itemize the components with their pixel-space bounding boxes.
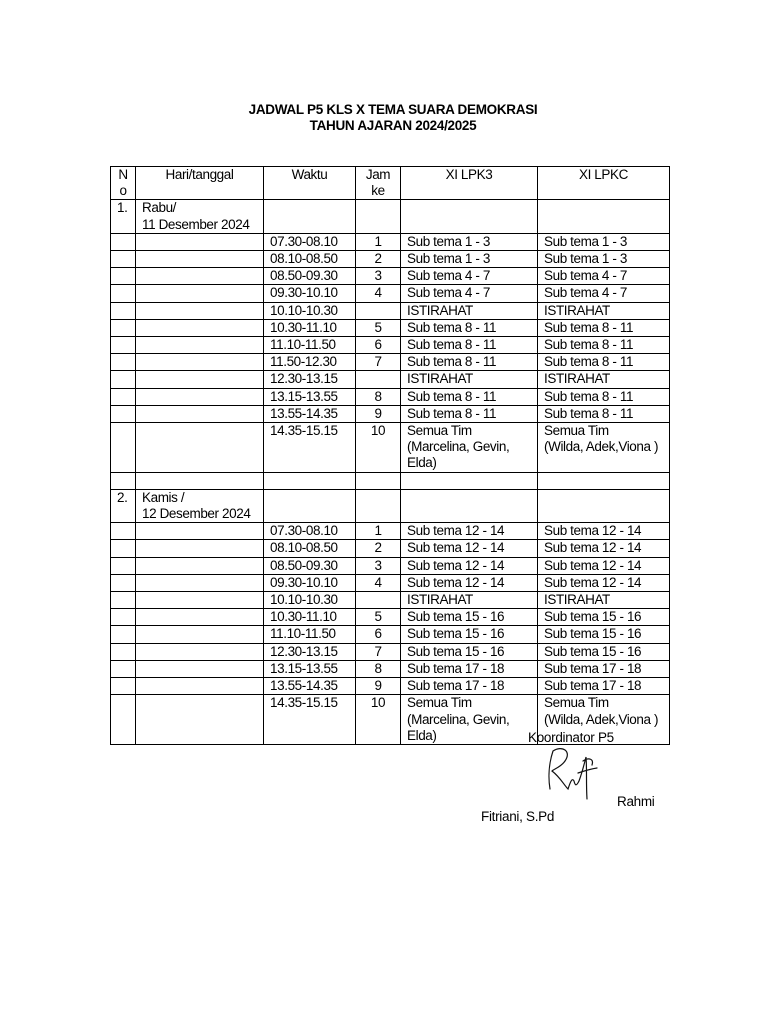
lpk3-cell	[401, 423, 538, 473]
table-row	[111, 268, 670, 285]
hari-cell	[136, 574, 264, 591]
jam-cell: 1	[356, 233, 401, 250]
handwritten-signature	[540, 743, 608, 803]
lpkc-cell	[538, 423, 670, 473]
lpk3-cell: Sub tema 12 - 14	[401, 557, 538, 574]
header-jam-ke: Jam ke	[356, 167, 401, 200]
hari-cell	[136, 643, 264, 660]
lpkc-cell: Sub tema 4 - 7	[538, 285, 670, 302]
lpkc-cell: ISTIRAHAT	[538, 371, 670, 388]
hari-cell	[136, 660, 264, 677]
lpk3-cell: Sub tema 17 - 18	[401, 678, 538, 695]
lpk3-cell-line: Semua Tim	[407, 695, 472, 711]
table-row	[111, 660, 670, 677]
waktu-cell: 10.10-10.30	[264, 592, 356, 609]
no-cell	[111, 592, 136, 609]
hari-cell	[136, 626, 264, 643]
jam-cell: 4	[356, 285, 401, 302]
header-xi-lpk3: XI LPK3	[401, 167, 538, 200]
waktu-cell: 12.30-13.15	[264, 371, 356, 388]
empty-cell	[538, 472, 670, 489]
hari-cell	[136, 678, 264, 695]
title-line-2: TAHUN AJARAN 2024/2025	[309, 118, 477, 133]
table-row	[111, 371, 670, 388]
hari-cell	[136, 319, 264, 336]
table-row	[111, 678, 670, 695]
lpkc-cell: Sub tema 8 - 11	[538, 337, 670, 354]
waktu-cell: 07.30-08.10	[264, 233, 356, 250]
lpkc-cell: Sub tema 17 - 18	[538, 678, 670, 695]
hari-cell	[136, 268, 264, 285]
day-number: 1.	[111, 200, 136, 233]
header-no: N o	[111, 167, 136, 200]
waktu-cell: 11.50-12.30	[264, 354, 356, 371]
hari-cell	[136, 609, 264, 626]
empty-cell	[538, 489, 670, 522]
coordinator-name-part1: Rahmi	[617, 794, 655, 809]
jam-cell: 7	[356, 643, 401, 660]
jam-cell: 7	[356, 354, 401, 371]
lpk3-cell: Sub tema 8 - 11	[401, 388, 538, 405]
document-title	[0, 102, 768, 134]
lpkc-cell: Sub tema 15 - 16	[538, 643, 670, 660]
table-header-row	[111, 167, 670, 200]
jam-cell: 4	[356, 574, 401, 591]
empty-cell	[136, 472, 264, 489]
hari-cell	[136, 540, 264, 557]
table-row	[111, 354, 670, 371]
lpk3-cell: Sub tema 8 - 11	[401, 405, 538, 422]
table-row	[111, 523, 670, 540]
no-cell	[111, 371, 136, 388]
empty-cell	[356, 472, 401, 489]
waktu-cell: 10.10-10.30	[264, 302, 356, 319]
lpkc-cell: Sub tema 12 - 14	[538, 557, 670, 574]
hari-cell	[136, 337, 264, 354]
lpk3-cell: Sub tema 15 - 16	[401, 643, 538, 660]
empty-cell	[111, 472, 136, 489]
hari-cell	[136, 695, 264, 745]
waktu-cell: 14.35-15.15	[264, 695, 356, 745]
hari-cell	[136, 423, 264, 473]
spacer-row	[111, 472, 670, 489]
jam-cell: 2	[356, 540, 401, 557]
hari-cell	[136, 251, 264, 268]
no-cell	[111, 574, 136, 591]
table-row	[111, 626, 670, 643]
no-cell	[111, 678, 136, 695]
no-cell	[111, 268, 136, 285]
lpkc-cell-line: Semua Tim	[544, 423, 609, 439]
header-xi-lpkc: XI LPKC	[538, 167, 670, 200]
no-cell	[111, 354, 136, 371]
table-row	[111, 557, 670, 574]
hari-cell	[136, 523, 264, 540]
waktu-cell: 11.10-11.50	[264, 337, 356, 354]
table-row	[111, 423, 670, 473]
hari-cell	[136, 354, 264, 371]
jam-cell: 5	[356, 319, 401, 336]
lpkc-cell: Sub tema 4 - 7	[538, 268, 670, 285]
coordinator-name-part2: Fitriani, S.Pd	[481, 809, 555, 824]
lpkc-cell: Sub tema 15 - 16	[538, 609, 670, 626]
header-hari-tanggal: Hari/tanggal	[136, 167, 264, 200]
lpkc-cell-line: Semua Tim	[544, 695, 609, 711]
no-cell	[111, 695, 136, 745]
table-row	[111, 592, 670, 609]
waktu-cell: 12.30-13.15	[264, 643, 356, 660]
lpk3-cell: Sub tema 1 - 3	[401, 251, 538, 268]
waktu-cell: 08.50-09.30	[264, 268, 356, 285]
lpk3-cell: Sub tema 12 - 14	[401, 523, 538, 540]
hari-cell	[136, 371, 264, 388]
no-cell	[111, 302, 136, 319]
table-row	[111, 574, 670, 591]
jam-cell: 3	[356, 268, 401, 285]
jam-cell: 8	[356, 660, 401, 677]
empty-cell	[356, 489, 401, 522]
jam-cell: 9	[356, 678, 401, 695]
no-cell	[111, 626, 136, 643]
lpk3-cell-line: Elda)	[407, 727, 437, 743]
empty-cell	[356, 200, 401, 233]
lpk3-cell: Sub tema 1 - 3	[401, 233, 538, 250]
lpkc-cell: Sub tema 12 - 14	[538, 540, 670, 557]
lpkc-cell: Sub tema 8 - 11	[538, 388, 670, 405]
lpk3-cell-line: Elda)	[407, 455, 437, 471]
jam-cell	[356, 592, 401, 609]
empty-cell	[264, 472, 356, 489]
table-row	[111, 302, 670, 319]
lpkc-cell: Sub tema 15 - 16	[538, 626, 670, 643]
lpk3-cell: Sub tema 4 - 7	[401, 268, 538, 285]
no-cell	[111, 523, 136, 540]
empty-cell	[264, 200, 356, 233]
table-row	[111, 643, 670, 660]
waktu-cell: 10.30-11.10	[264, 319, 356, 336]
table-row	[111, 337, 670, 354]
lpk3-cell: Sub tema 12 - 14	[401, 574, 538, 591]
empty-cell	[264, 489, 356, 522]
hari-cell	[136, 285, 264, 302]
waktu-cell: 11.10-11.50	[264, 626, 356, 643]
day-row	[111, 200, 670, 233]
lpkc-cell: Sub tema 12 - 14	[538, 523, 670, 540]
hari-cell	[136, 592, 264, 609]
title-line-1: JADWAL P5 KLS X TEMA SUARA DEMOKRASI	[248, 102, 538, 117]
jam-cell: 6	[356, 626, 401, 643]
lpk3-cell: Sub tema 8 - 11	[401, 319, 538, 336]
table-row	[111, 388, 670, 405]
schedule-body	[111, 200, 670, 745]
day-date-cell	[136, 489, 264, 522]
no-cell	[111, 643, 136, 660]
lpkc-cell: Sub tema 12 - 14	[538, 574, 670, 591]
no-cell	[111, 388, 136, 405]
no-cell	[111, 319, 136, 336]
lpk3-cell	[401, 695, 538, 745]
no-cell	[111, 609, 136, 626]
waktu-cell: 10.30-11.10	[264, 609, 356, 626]
lpk3-cell: Sub tema 17 - 18	[401, 660, 538, 677]
empty-cell	[538, 200, 670, 233]
jam-cell: 9	[356, 405, 401, 422]
lpk3-cell: Sub tema 8 - 11	[401, 354, 538, 371]
waktu-cell: 13.15-13.55	[264, 388, 356, 405]
day-date-line: Kamis /	[142, 489, 185, 505]
table-row	[111, 405, 670, 422]
waktu-cell: 13.15-13.55	[264, 660, 356, 677]
table-row	[111, 319, 670, 336]
no-cell	[111, 405, 136, 422]
no-cell	[111, 233, 136, 250]
lpkc-cell: Sub tema 1 - 3	[538, 233, 670, 250]
day-date-line: Rabu/	[142, 200, 177, 216]
table-row	[111, 609, 670, 626]
waktu-cell: 14.35-15.15	[264, 423, 356, 473]
jam-cell: 6	[356, 337, 401, 354]
waktu-cell: 13.55-14.35	[264, 678, 356, 695]
table-row	[111, 540, 670, 557]
lpk3-cell-line: Semua Tim	[407, 423, 472, 439]
lpk3-cell: ISTIRAHAT	[401, 592, 538, 609]
waktu-cell: 09.30-10.10	[264, 285, 356, 302]
lpkc-cell: Sub tema 1 - 3	[538, 251, 670, 268]
lpkc-cell: ISTIRAHAT	[538, 592, 670, 609]
day-date-cell	[136, 200, 264, 233]
jam-cell: 8	[356, 388, 401, 405]
jam-cell: 1	[356, 523, 401, 540]
lpk3-cell: ISTIRAHAT	[401, 371, 538, 388]
lpk3-cell: Sub tema 15 - 16	[401, 609, 538, 626]
coordinator-title: Koordinator P5	[528, 730, 614, 745]
waktu-cell: 08.10-08.50	[264, 251, 356, 268]
no-cell	[111, 557, 136, 574]
lpk3-cell: Sub tema 12 - 14	[401, 540, 538, 557]
lpkc-cell-line: (Wilda, Adek,Viona )	[544, 439, 659, 455]
hari-cell	[136, 233, 264, 250]
hari-cell	[136, 557, 264, 574]
lpk3-cell: ISTIRAHAT	[401, 302, 538, 319]
lpk3-cell-line: (Marcelina, Gevin,	[407, 711, 510, 727]
empty-cell	[401, 472, 538, 489]
lpkc-cell: Sub tema 8 - 11	[538, 354, 670, 371]
table-row	[111, 285, 670, 302]
no-cell	[111, 660, 136, 677]
waktu-cell: 07.30-08.10	[264, 523, 356, 540]
no-cell	[111, 423, 136, 473]
jam-cell: 5	[356, 609, 401, 626]
day-number: 2.	[111, 489, 136, 522]
hari-cell	[136, 405, 264, 422]
jam-cell	[356, 371, 401, 388]
schedule-table	[110, 166, 670, 745]
lpkc-cell: ISTIRAHAT	[538, 302, 670, 319]
lpk3-cell-line: (Marcelina, Gevin,	[407, 439, 510, 455]
waktu-cell: 09.30-10.10	[264, 574, 356, 591]
no-cell	[111, 337, 136, 354]
lpkc-cell-line: (Wilda, Adek,Viona )	[544, 711, 659, 727]
lpkc-cell: Sub tema 17 - 18	[538, 660, 670, 677]
lpk3-cell: Sub tema 4 - 7	[401, 285, 538, 302]
jam-cell: 2	[356, 251, 401, 268]
table-row	[111, 233, 670, 250]
lpk3-cell: Sub tema 15 - 16	[401, 626, 538, 643]
no-cell	[111, 251, 136, 268]
day-date-line: 11 Desember 2024	[142, 216, 250, 232]
empty-cell	[401, 489, 538, 522]
no-cell	[111, 540, 136, 557]
empty-cell	[401, 200, 538, 233]
jam-cell	[356, 302, 401, 319]
no-cell	[111, 285, 136, 302]
day-row	[111, 489, 670, 522]
day-date-line: 12 Desember 2024	[142, 506, 251, 522]
table-row	[111, 251, 670, 268]
hari-cell	[136, 302, 264, 319]
jam-cell: 10	[356, 423, 401, 473]
jam-cell: 3	[356, 557, 401, 574]
waktu-cell: 13.55-14.35	[264, 405, 356, 422]
waktu-cell: 08.50-09.30	[264, 557, 356, 574]
jam-cell: 10	[356, 695, 401, 745]
waktu-cell: 08.10-08.50	[264, 540, 356, 557]
lpkc-cell: Sub tema 8 - 11	[538, 405, 670, 422]
hari-cell	[136, 388, 264, 405]
lpkc-cell: Sub tema 8 - 11	[538, 319, 670, 336]
lpk3-cell: Sub tema 8 - 11	[401, 337, 538, 354]
header-waktu: Waktu	[264, 167, 356, 200]
